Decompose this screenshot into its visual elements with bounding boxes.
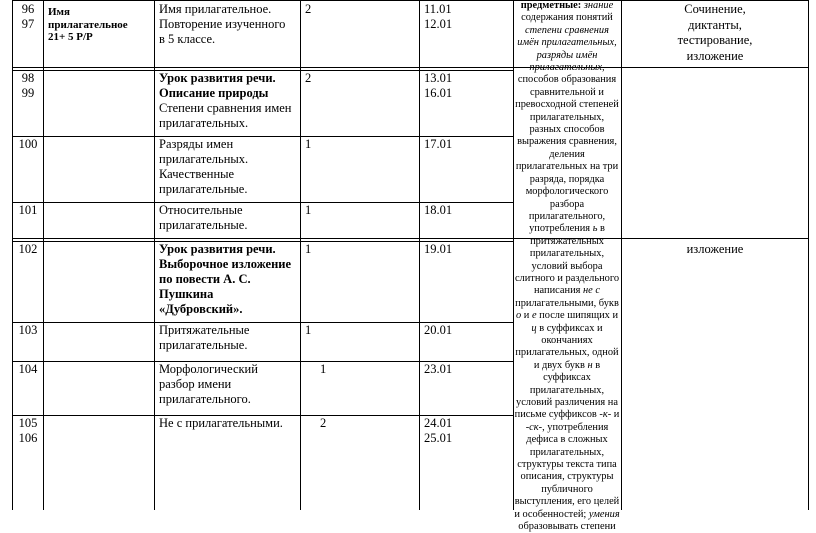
lesson-number: 104 <box>18 362 38 376</box>
lesson-topic: Притяжательные прилагательные. <box>159 323 250 352</box>
hours-count: 2 <box>320 416 327 430</box>
lesson-number: 96 97 <box>21 2 35 31</box>
row-border <box>12 0 809 1</box>
control-forms: Сочинение, диктанты, тестирование, изложение <box>677 2 753 63</box>
lesson-number: 105 106 <box>18 416 38 445</box>
hours-count: 1 <box>320 362 327 376</box>
column-border <box>808 0 809 510</box>
learning-outcomes: предметные: знание содержания понятий степени сравнения имён прилагательных, разряды имён прилагательных, способов образования сравнительной и превосходной степеней прилагательных, разных способов выражения сравнения, деления прилагательных на три разряда, порядка морфологического разбора прилагательного, употребления ь в притяжательных прилагательных, условий выбора слитного и раздельного написания не с прилагательными, букв о и е после шипящих и ц в суффиксах и окончаниях прилагательных, одной и двух букв н в суффиксах прилагательных, условий различения на письме суффиксов -к- и -ск-, употребления дефиса в сложных прилагательных, структуры текста типа описания, структуры публичного выступления, его целей и особенностей; умения образовывать степени <box>514 0 620 533</box>
column-border <box>419 0 420 510</box>
row-border <box>12 67 809 68</box>
lesson-topic: Разряды имен прилагательных. Качественные прилагательные. <box>159 137 249 196</box>
lesson-number: 103 <box>18 323 38 337</box>
hours-count: 1 <box>305 323 312 337</box>
lesson-dates: 20.01 <box>424 323 453 337</box>
lesson-topic: Имя прилагательное. Повторение изученного в 5 классе. <box>159 2 286 46</box>
lesson-topic: Морфологический разбор имени прилагательного. <box>159 362 258 406</box>
section-title: Имя прилагательное 21+ 5 Р/Р <box>48 6 128 43</box>
hours-count: 1 <box>305 242 312 256</box>
lesson-topic: Относительные прилагательные. <box>159 203 248 232</box>
lesson-number: 98 99 <box>21 71 35 100</box>
lesson-dates: 17.01 <box>424 137 453 151</box>
hours-count: 1 <box>305 203 312 217</box>
lesson-topic: Урок развития речи. Описание природы Степени сравнения имен прилагательных. <box>159 71 292 130</box>
control-forms: изложение <box>686 242 744 256</box>
hours-count: 2 <box>305 71 312 85</box>
lesson-number: 101 <box>18 203 38 217</box>
hours-count: 1 <box>305 137 312 151</box>
lesson-dates: 23.01 <box>424 362 453 376</box>
hours-count: 2 <box>305 2 312 16</box>
lesson-topic: Не с прилагательными. <box>159 416 283 430</box>
row-border <box>12 238 809 239</box>
lesson-dates: 18.01 <box>424 203 453 217</box>
column-border <box>300 0 301 510</box>
lesson-dates: 13.01 16.01 <box>424 71 453 100</box>
column-border <box>154 0 155 510</box>
column-border <box>43 0 44 510</box>
lesson-dates: 24.01 25.01 <box>424 416 453 445</box>
lesson-topic: Урок развития речи. Выборочное изложение по повести А. С. Пушкина «Дубровский». <box>159 242 292 316</box>
lesson-number: 100 <box>18 137 38 151</box>
lesson-dates: 11.01 12.01 <box>424 2 453 31</box>
lesson-number: 102 <box>18 242 38 256</box>
lesson-dates: 19.01 <box>424 242 453 256</box>
